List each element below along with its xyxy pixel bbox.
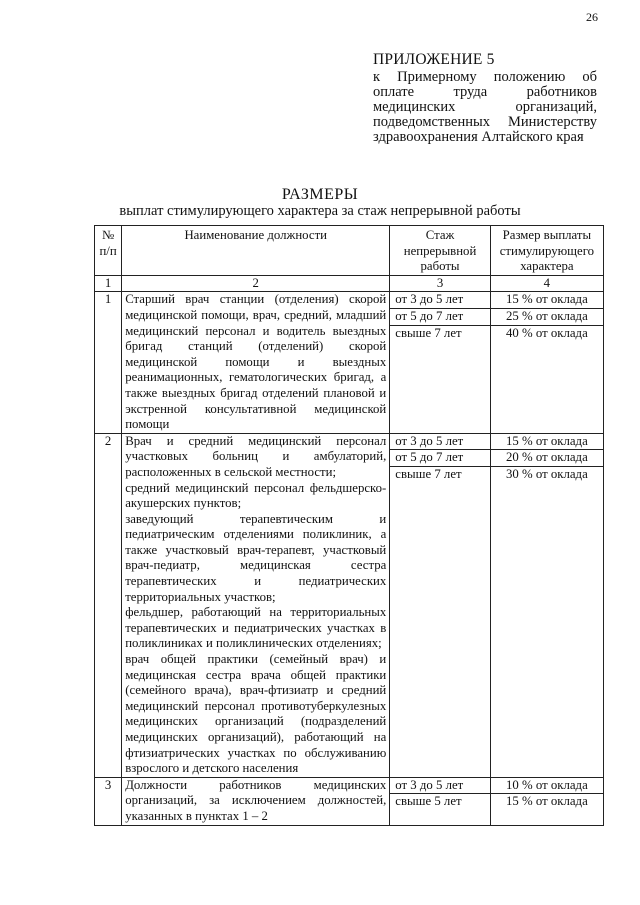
razmer-value: 15 % от оклада xyxy=(506,794,588,809)
razmer-cell xyxy=(490,292,603,433)
razmer-value: 20 % от оклада xyxy=(491,450,603,467)
stazh-value: от 3 до 5 лет xyxy=(390,292,489,309)
stazh-value: свыше 5 лет xyxy=(395,794,462,809)
stazh-value: свыше 7 лет xyxy=(395,466,462,481)
page-number: 26 xyxy=(586,10,598,24)
row-number: 2 xyxy=(95,433,122,777)
position-description xyxy=(122,777,390,825)
appendix-line: подведомственных Министерству xyxy=(373,114,597,130)
col-number: 4 xyxy=(490,275,603,292)
appendix-line: медицинских организаций, xyxy=(373,99,597,115)
appendix-header xyxy=(373,52,597,145)
document-title: РАЗМЕРЫ xyxy=(281,186,359,203)
appendix-line: к Примерному положению об xyxy=(373,69,597,85)
stazh-value: от 5 до 7 лет xyxy=(390,309,489,326)
table-row xyxy=(95,292,604,433)
stazh-value: свыше 7 лет xyxy=(395,325,462,340)
appendix-line: здравоохранения Алтайского края xyxy=(373,129,584,145)
table-body xyxy=(95,292,604,825)
position-paragraph: заведующий терапевтическим и педиатрическим отделениями поликлиник, а также участковый врач-терапевт, участковый врач-педиатр, медицинская сестра терапевтических и педиатрических территориальных участков; xyxy=(125,511,387,604)
column-numbers-row xyxy=(95,275,604,292)
row-number: 3 xyxy=(95,777,122,825)
razmer-cell xyxy=(490,777,603,825)
position-paragraph: Старший врач станции (отделения) скорой медицинской помощи, врач, средний, младший медицинский персонал и водитель выездных бригад станций (отделений) скорой медицинской помощи и выездных реанимационных, гематологических бригад, а также выездных бригад отделений плановой и экстренной консультативной медицинской помощи xyxy=(125,292,387,432)
appendix-title: ПРИЛОЖЕНИЕ 5 xyxy=(373,51,495,68)
payments-table xyxy=(94,225,604,826)
stazh-cell xyxy=(390,292,490,433)
stazh-value: от 5 до 7 лет xyxy=(390,450,489,467)
header-razmer: Размер выплаты стимулирующего характера xyxy=(490,226,603,276)
razmer-value: 15 % от оклада xyxy=(491,434,603,451)
position-paragraph: средний медицинский персонал фельдшерско-акушерских пунктов; xyxy=(125,480,387,511)
razmer-value: 30 % от оклада xyxy=(506,466,588,481)
appendix-line: оплате труда работников xyxy=(373,84,597,100)
stazh-value: от 3 до 5 лет xyxy=(390,434,489,451)
table-header-row xyxy=(95,226,604,276)
header-stazh: Стаж непрерывной работы xyxy=(390,226,490,276)
razmer-value: 40 % от оклада xyxy=(506,325,588,340)
table-row xyxy=(95,433,604,777)
stazh-cell xyxy=(390,777,490,825)
position-paragraph: Врач и средний медицинский персонал участковых больниц и амбулаторий, расположенных в сельской местности; xyxy=(125,433,387,479)
position-paragraph: Должности работников медицинских организаций, за исключением должностей, указанных в пунктах 1 – 2 xyxy=(125,777,387,823)
position-description xyxy=(122,433,390,777)
col-number: 1 xyxy=(95,275,122,292)
position-description xyxy=(122,292,390,433)
position-paragraph: врач общей практики (семейный врач) и медицинская сестра врача общей практики (семейного врача), врач-фтизиатр и средний медицинский персонал противотуберкулезных медицинских организаций (подразделений медицинских организаций), работающий на фтизиатрических участках по обслуживанию взрослого и детского населения xyxy=(125,652,387,776)
document-subtitle: выплат стимулирующего характера за стаж непрерывной работы xyxy=(119,203,521,219)
table-row xyxy=(95,777,604,825)
col-number: 3 xyxy=(390,275,490,292)
stazh-cell xyxy=(390,433,490,777)
razmer-value: 10 % от оклада xyxy=(491,778,603,795)
row-number: 1 xyxy=(95,292,122,433)
razmer-value: 15 % от оклада xyxy=(491,292,603,309)
razmer-cell xyxy=(490,433,603,777)
header-position: Наименование должности xyxy=(122,226,390,276)
header-num: № п/п xyxy=(95,226,122,276)
col-number: 2 xyxy=(122,275,390,292)
position-paragraph: фельдшер, работающий на территориальных терапевтических и педиатрических участках в поликлиниках и поликлинических отделениях; xyxy=(125,605,387,651)
stazh-value: от 3 до 5 лет xyxy=(390,778,489,795)
razmer-value: 25 % от оклада xyxy=(491,309,603,326)
